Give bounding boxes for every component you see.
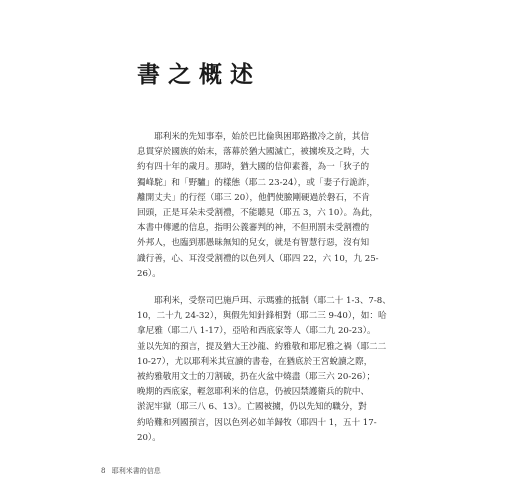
page-number: 8 <box>101 467 106 475</box>
body-text <box>137 130 389 458</box>
page-footer <box>101 466 161 476</box>
paragraph-line: 耶利米，受祭司巴施戶珥、示瑪雅的抵制（耶二十 1-3、7-8、 <box>137 296 391 307</box>
paragraph-line: 回頭，正是耳朵未受割禮，不能聽見（耶五 3，六 10）。為此， <box>137 208 379 219</box>
paragraph-line: 離開丈夫」的行徑（耶三 20），他們使臉剛硬過於磐石，不肯 <box>137 192 370 203</box>
paragraph-2 <box>137 294 389 446</box>
paragraph-line: 本書中傳遞的信息，指明公義審判的神，不但刑罰未受割禮的 <box>137 223 370 234</box>
paragraph-line: 識行善，心、耳沒受割禮的以色列人（耶四 22，六 10，九 25- <box>137 253 379 264</box>
paragraph-line: 20）。 <box>137 432 161 443</box>
paragraph-line: 約有四十年的歲月。那時，猶大國的信仰素養，為一「狄子的 <box>137 162 370 173</box>
paragraph-line: 被約雅敬用文士的刀割破，扔在火盆中燒盡（耶三六 20-26）； <box>137 372 376 383</box>
paragraph-1 <box>137 130 389 282</box>
paragraph-line: 外邦人，也臨到那愚昧無知的兒女，就是有智慧行惡，沒有知 <box>137 238 370 249</box>
paragraph-line: 約哈難和列國預言，因以色列必如羊歸牧（耶四十 1，五十 17- <box>137 417 377 428</box>
paragraph-line: 並以先知的預言，提及猶大王沙龍、約雅敬和耶尼雅之禍（耶二二 <box>137 341 387 352</box>
running-title: 耶利米書的信息 <box>111 467 161 475</box>
paragraph-line: 獨峰駝」和「野驢」的樣態（耶二 23-24），或「妻子行詭詐， <box>137 177 376 188</box>
paragraph-line: 10，二十九 24-32），與假先知針鋒相對（耶二三 9-40），如：哈 <box>137 311 387 322</box>
paragraph-line: 26）。 <box>137 268 161 279</box>
paragraph-line: 拿尼雅（耶二八 1-17），亞哈和西底家等人（耶二九 20-23）。 <box>137 326 376 337</box>
chapter-title: 書之概述 <box>137 62 261 88</box>
paragraph-line: 息貫穿於國族的始末，落幕於猶大國滅亡，被擄埃及之時，大 <box>137 147 370 158</box>
paragraph-line: 10-27），尤以耶利米其宣讀的書卷，在猶底於王宮蛻讀之際， <box>137 356 373 367</box>
paragraph-line: 淤泥牢獄（耶三八 6、13）。亡國被擄，仍以先知的職分，對 <box>137 402 367 413</box>
paragraph-line: 晚期的西底家，輕忽耶利米的信息，仍被囚禁護衛兵的院中、 <box>137 387 370 398</box>
paragraph-line: 耶利米的先知事奉，始於巴比倫與困耶路撒冷之前，其信 <box>137 132 370 142</box>
